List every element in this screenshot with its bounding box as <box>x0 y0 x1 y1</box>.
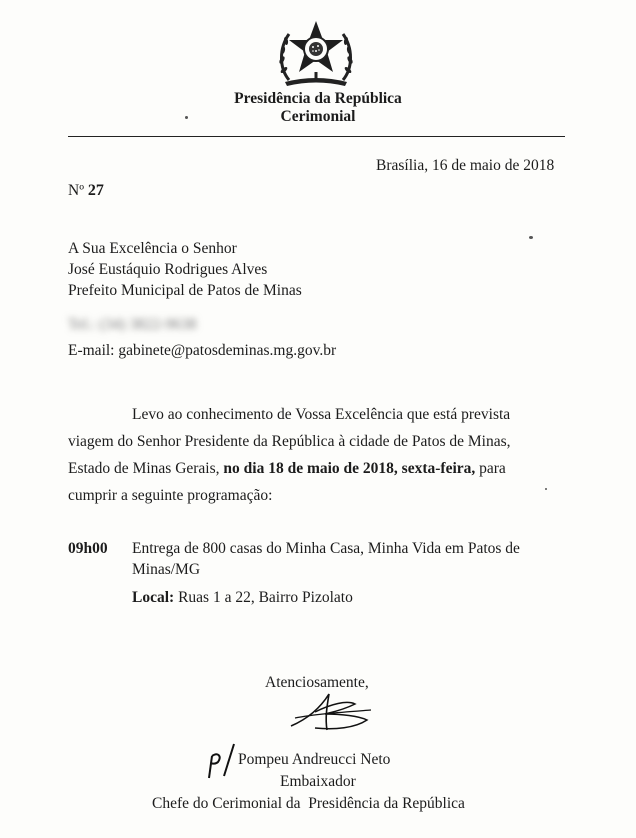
scan-speck <box>529 236 533 239</box>
email-value: gabinete@patosdeminas.mg.gov.br <box>118 342 337 359</box>
scan-speck <box>185 116 188 119</box>
number-value: 27 <box>87 182 104 199</box>
scan-speck <box>545 488 547 490</box>
closing: Atenciosamente, <box>265 674 369 691</box>
recipient-title: Prefeito Municipal de Patos de Minas <box>68 282 302 299</box>
body-line-3-end: para <box>479 460 506 477</box>
department-title: Cerimonial <box>280 108 356 125</box>
document-number <box>68 182 104 200</box>
institution-title: Presidência da República <box>234 90 402 107</box>
email-line <box>68 342 336 360</box>
schedule-event-line-2: Minas/MG <box>132 561 201 578</box>
body-line-3-date: no dia 18 de maio de 2018, sexta-feira, <box>223 460 476 477</box>
signatory-title: Chefe do Cerimonial da Presidência da República <box>152 795 465 812</box>
body-line-3-start: Estado de Minas Gerais, <box>68 460 220 477</box>
body-line-1: Levo ao conhecimento de Vossa Excelência que está prevista <box>132 406 511 423</box>
location-value: Ruas 1 a 22, Bairro Pizolato <box>178 589 353 606</box>
body-line-2: viagem do Senhor Presidente da República à cidade de Patos de Minas, <box>68 433 511 450</box>
schedule-location <box>132 589 353 607</box>
recipient-salutation: A Sua Excelência o Senhor <box>68 240 237 257</box>
handwritten-signature <box>285 690 375 734</box>
header-divider <box>68 136 565 137</box>
body-line-3 <box>68 455 506 482</box>
brazil-coat-of-arms-icon <box>275 18 357 88</box>
body-line-4: cumprir a seguinte programação: <box>68 487 273 504</box>
signatory-name: Pompeu Andreucci Neto <box>238 751 391 768</box>
number-label: Nº <box>68 182 84 199</box>
signatory-role: Embaixador <box>280 773 356 790</box>
schedule-event-line-1: Entrega de 800 casas do Minha Casa, Minha Vida em Patos de <box>132 540 520 557</box>
location-label: Local: <box>132 589 175 606</box>
place-date: Brasília, 16 de maio de 2018 <box>376 157 555 174</box>
per-procurationem-mark <box>206 742 236 780</box>
recipient-name: José Eustáquio Rodrigues Alves <box>68 261 268 278</box>
phone-redacted: Tel.: (34) 3822-9638 <box>68 316 197 333</box>
schedule-time: 09h00 <box>68 540 108 557</box>
email-label: E-mail: <box>68 342 115 359</box>
